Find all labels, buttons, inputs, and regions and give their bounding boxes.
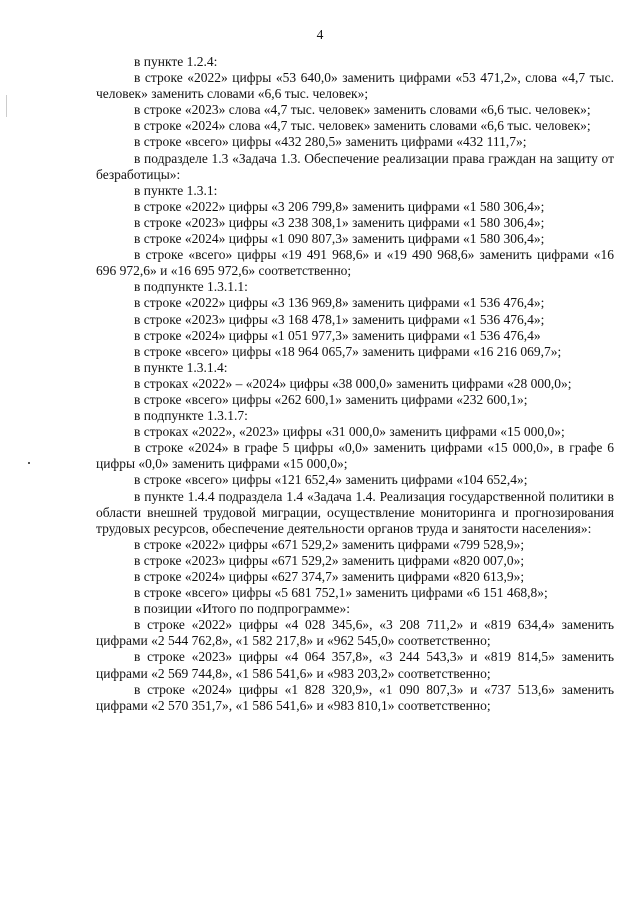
paragraph-11: в строке «всего» цифры «19 491 968,6» и «19 490 968,6» заменить цифрами «16 696 972,6» и «16 695 972,6» соответственно; (96, 247, 614, 279)
paragraph-7: в пункте 1.3.1: (134, 182, 218, 198)
paragraph-30: в строке «2022» цифры «4 028 345,6», «3 208 711,2» и «819 634,4» заменить цифрами «2 544 762,8», «1 582 217,8» и «962 545,0» соответственно; (96, 617, 614, 649)
paragraph-15: в строке «2024» цифры «1 051 977,3» заменить цифрами «1 536 476,4» (134, 327, 541, 343)
paragraph-28: в строке «всего» цифры «5 681 752,1» заменить цифрами «6 151 468,8»; (134, 585, 548, 601)
page-number: 4 (316, 27, 324, 42)
paragraph-32: в строке «2024» цифры «1 828 320,9», «1 090 807,3» и «737 513,6» заменить цифрами «2 570 351,7», «1 586 541,6» и «983 810,1» соответственно; (96, 681, 614, 713)
paragraph-14: в строке «2023» цифры «3 168 478,1» заменить цифрами «1 536 476,4»; (134, 311, 545, 327)
paragraph-2: в строке «2022» цифры «53 640,0» заменить цифрами «53 471,2», слова «4,7 тыс. человек» заменить словами «6,6 тыс. человек»; (96, 70, 614, 102)
paragraph-22: в строке «2024» в графе 5 цифры «0,0» заменить цифрами «15 000,0», в графе 6 цифры «0,0» заменить цифрами «15 000,0»; (96, 440, 614, 472)
scan-artifact-mark (6, 95, 7, 117)
paragraph-3: в строке «2023» слова «4,7 тыс. человек» заменить словами «6,6 тыс. человек»; (134, 102, 591, 118)
paragraph-6: в подразделе 1.3 «Задача 1.3. Обеспечение реализации права граждан на защиту от безработицы»: (96, 150, 614, 182)
document-body (96, 54, 614, 714)
paragraph-8: в строке «2022» цифры «3 206 799,8» заменить цифрами «1 580 306,4»; (134, 198, 545, 214)
paragraph-16: в строке «всего» цифры «18 964 065,7» заменить цифрами «16 216 069,7»; (134, 343, 562, 359)
paragraph-13: в строке «2022» цифры «3 136 969,8» заменить цифрами «1 536 476,4»; (134, 295, 545, 311)
paragraph-31: в строке «2023» цифры «4 064 357,8», «3 244 543,3» и «819 814,5» заменить цифрами «2 569 744,8», «1 586 541,6» и «983 203,2» соответственно; (96, 649, 614, 681)
paragraph-20: в подпункте 1.3.1.7: (134, 408, 248, 424)
paragraph-4: в строке «2024» слова «4,7 тыс. человек» заменить словами «6,6 тыс. человек»; (134, 118, 591, 134)
paragraph-5: в строке «всего» цифры «432 280,5» заменить цифрами «432 111,7»; (134, 134, 527, 150)
paragraph-26: в строке «2023» цифры «671 529,2» заменить цифрами «820 007,0»; (134, 552, 525, 568)
paragraph-12: в подпункте 1.3.1.1: (134, 279, 248, 295)
scan-artifact-dot (28, 462, 30, 464)
paragraph-29: в позиции «Итого по подпрограмме»: (134, 601, 351, 617)
paragraph-25: в строке «2022» цифры «671 529,2» заменить цифрами «799 528,9»; (134, 536, 525, 552)
paragraph-23: в строке «всего» цифры «121 652,4» заменить цифрами «104 652,4»; (134, 472, 528, 488)
paragraph-10: в строке «2024» цифры «1 090 807,3» заменить цифрами «1 580 306,4»; (134, 231, 545, 247)
paragraph-24: в пункте 1.4.4 подраздела 1.4 «Задача 1.4. Реализация государственной политики в области внешней трудовой миграции, осуществление мониторинга и прогнозирования трудовых ресурсов, обеспечение деятельности органов труда и занятости населения»: (96, 488, 614, 536)
paragraph-17: в пункте 1.3.1.4: (134, 359, 228, 375)
paragraph-19: в строке «всего» цифры «262 600,1» заменить цифрами «232 600,1»; (134, 391, 528, 407)
paragraph-21: в строках «2022», «2023» цифры «31 000,0» заменить цифрами «15 000,0»; (134, 424, 565, 440)
paragraph-18: в строках «2022» – «2024» цифры «38 000,0» заменить цифрами «28 000,0»; (134, 375, 572, 391)
paragraph-27: в строке «2024» цифры «627 374,7» заменить цифрами «820 613,9»; (134, 569, 525, 584)
paragraph-9: в строке «2023» цифры «3 238 308,1» заменить цифрами «1 580 306,4»; (134, 214, 545, 230)
paragraph-1: в пункте 1.2.4: (134, 54, 218, 69)
